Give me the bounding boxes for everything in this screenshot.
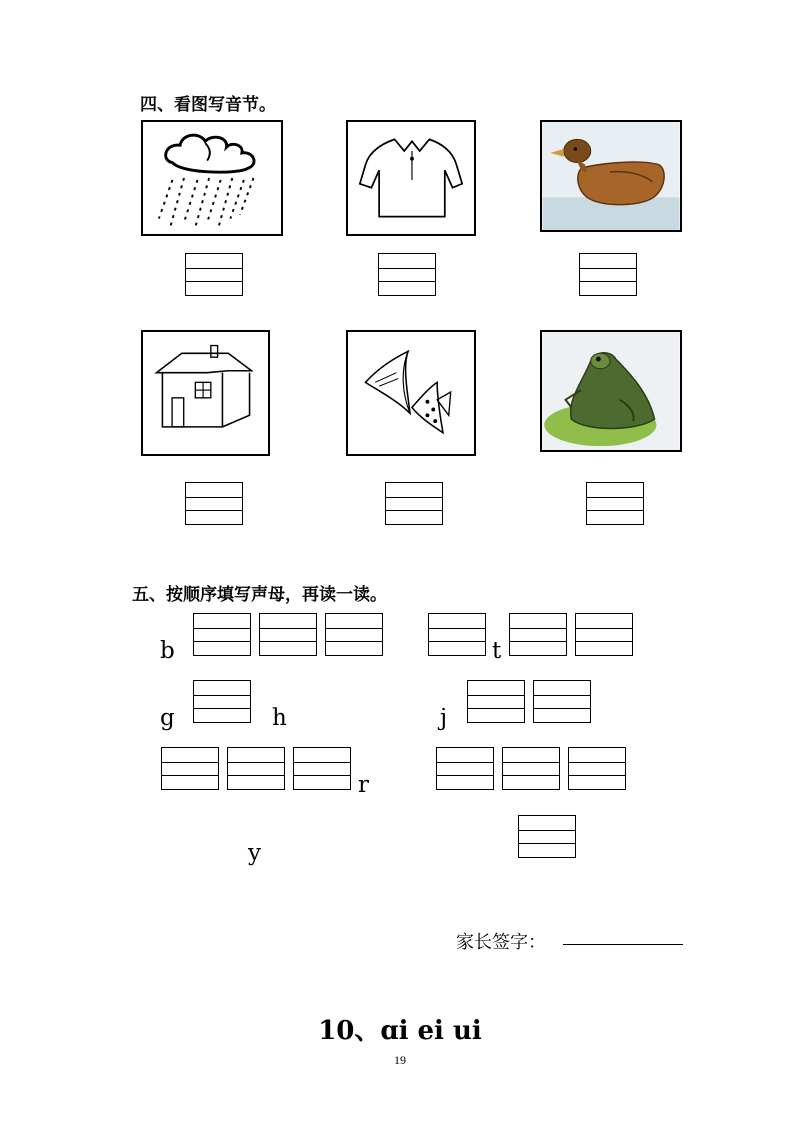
initial-writing-box[interactable]: [259, 613, 317, 656]
page-number: 19: [394, 1053, 406, 1067]
parent-signature-label: 家长签字：: [456, 932, 546, 953]
section-5-heading: 五、按顺序填写声母，再读一读。: [132, 585, 387, 605]
initial-writing-box[interactable]: [502, 747, 560, 790]
initial-writing-box[interactable]: [325, 613, 383, 656]
initial-writing-box[interactable]: [509, 613, 567, 656]
letter-g: g: [160, 705, 175, 731]
pinyin-writing-box[interactable]: [185, 482, 243, 525]
house-icon: [141, 330, 270, 456]
shirt-icon: [346, 120, 476, 236]
initial-writing-box[interactable]: [568, 747, 626, 790]
initial-writing-box[interactable]: [467, 680, 525, 723]
frog-icon: [540, 330, 682, 452]
letter-h: h: [272, 705, 287, 731]
parent-signature-line[interactable]: [563, 944, 683, 945]
initial-writing-box[interactable]: [193, 613, 251, 656]
rain-cloud-icon: [141, 120, 283, 236]
pinyin-writing-box[interactable]: [185, 253, 243, 296]
initial-writing-box[interactable]: [428, 613, 486, 656]
initial-writing-box[interactable]: [436, 747, 494, 790]
pinyin-writing-box[interactable]: [579, 253, 637, 296]
initial-writing-box[interactable]: [227, 747, 285, 790]
duck-icon: [540, 120, 682, 232]
fish-icon: [346, 330, 476, 456]
pinyin-writing-box[interactable]: [385, 482, 443, 525]
section-4-heading: 四、看图写音节。: [140, 95, 276, 115]
pinyin-writing-box[interactable]: [586, 482, 644, 525]
initial-writing-box[interactable]: [293, 747, 351, 790]
pinyin-writing-box[interactable]: [378, 253, 436, 296]
letter-y: y: [248, 840, 261, 866]
letter-r: r: [358, 772, 369, 798]
letter-t: t: [492, 638, 502, 664]
initial-writing-box[interactable]: [518, 815, 576, 858]
initial-writing-box[interactable]: [575, 613, 633, 656]
letter-j: j: [440, 705, 448, 731]
initial-writing-box[interactable]: [533, 680, 591, 723]
lesson-title: 10、ɑi ei ui: [318, 1016, 482, 1046]
initial-writing-box[interactable]: [193, 680, 251, 723]
initial-writing-box[interactable]: [161, 747, 219, 790]
letter-b: b: [160, 638, 175, 664]
